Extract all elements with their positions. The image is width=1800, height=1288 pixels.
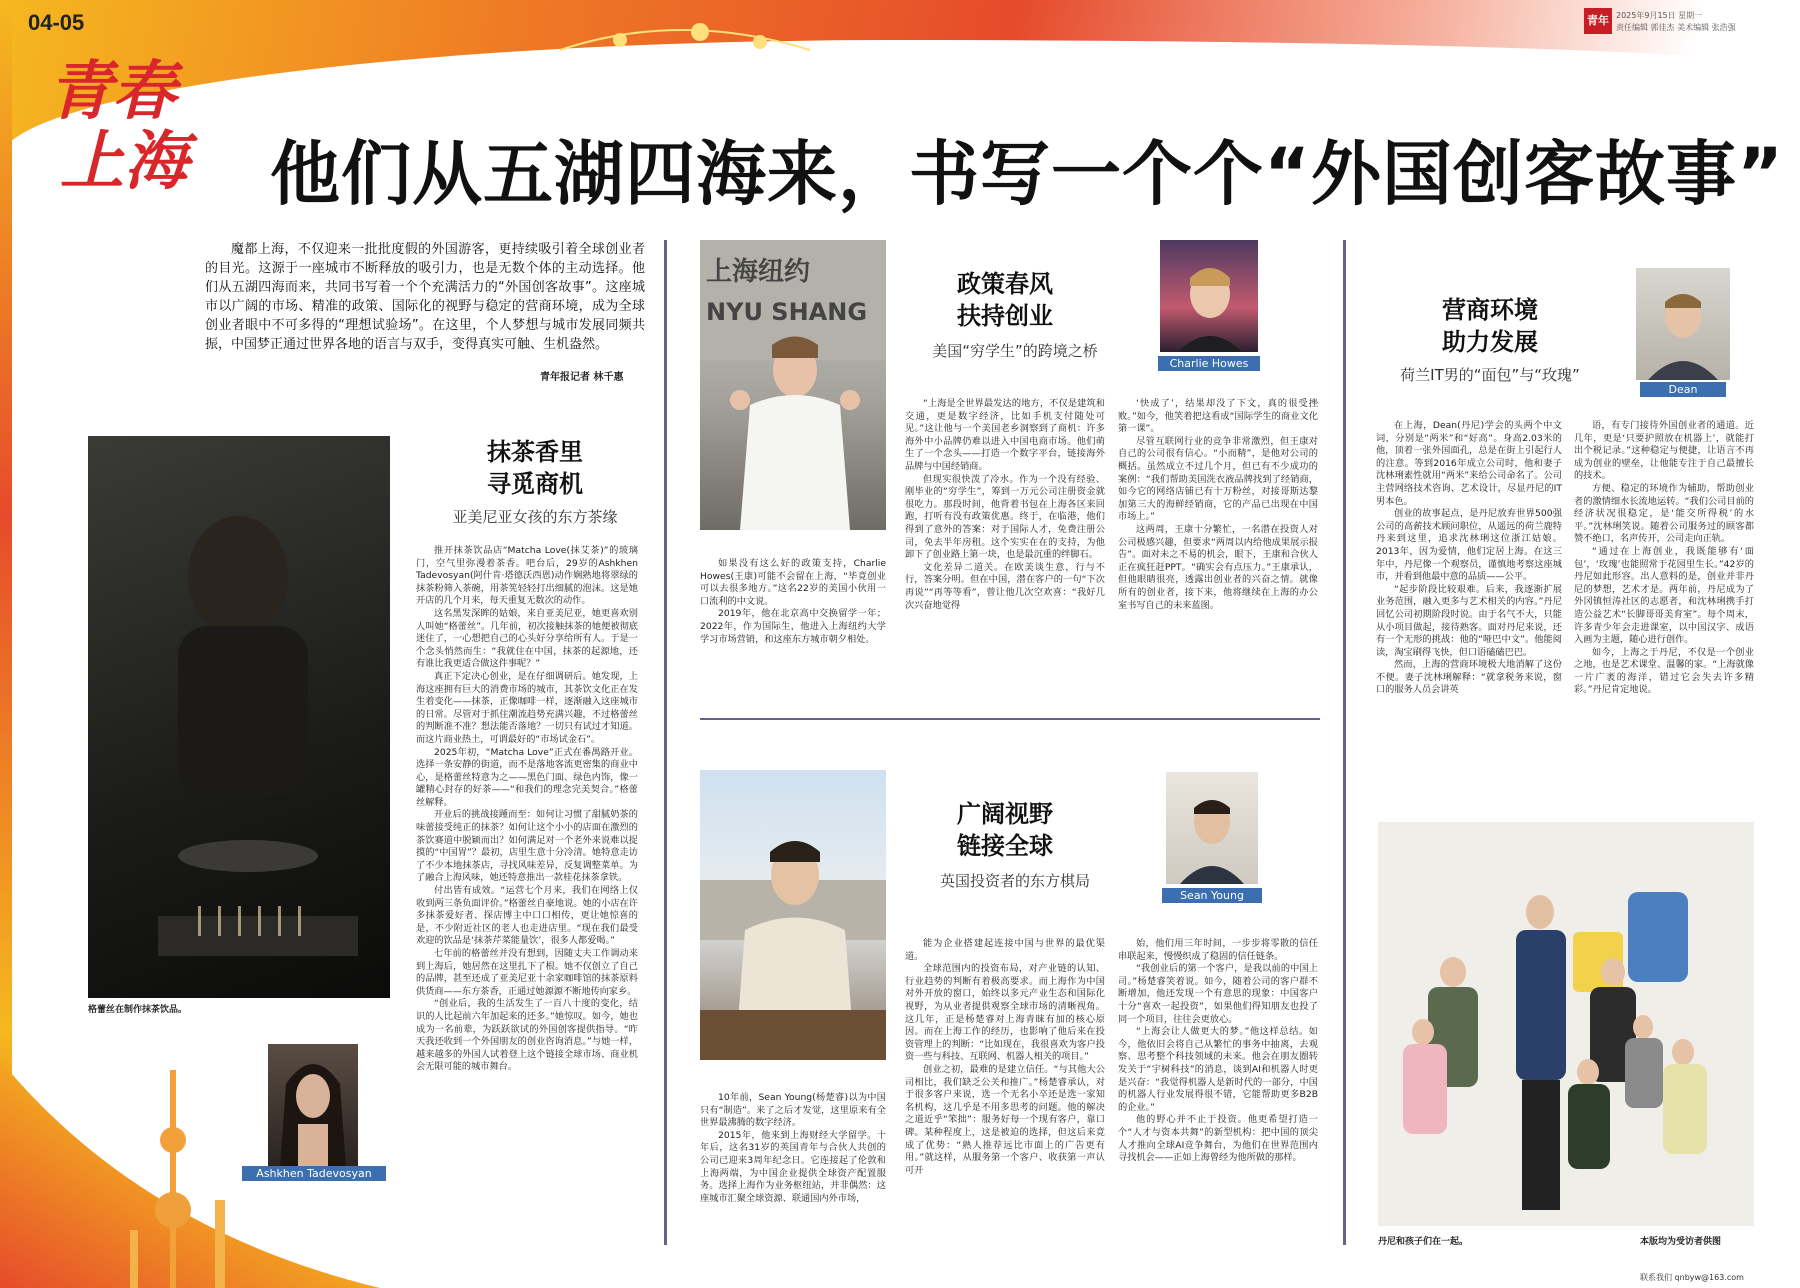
policy-title-line1: 政策春风 [957, 269, 1053, 298]
paragraph: 创业的故事起点，是丹尼放弃世界500强公司的高薪技术顾问职位，从遥远的荷兰鹿特丹来到这里，追求沈林琍这位浙江姑娘。2013年，因为爱情，他们定居上海。在这三年中，丹尼像一个观察员，谨慎地考察这座城市，并看到他最中意的品质——公平。 [1376, 508, 1562, 583]
paragraph: 如今，上海之于丹尼，不仅是一个创业之地，也是艺术课堂、温馨的家。“上海就像一片广袤的海洋，错过它会失去许多精彩。”丹尼肯定地说。 [1574, 646, 1754, 696]
business-body-col2 [1574, 420, 1754, 697]
sean-name-tag: Sean Young [1162, 888, 1262, 903]
policy-body-col1 [700, 558, 886, 646]
business-title-line2: 助力发展 [1442, 327, 1538, 356]
paragraph: 全球范围内的投资布局，对产业链的认知、行业趋势的判断有着极高要求。而上海作为中国对外开放的窗口，始终以多元产业生态和国际化视野，为从业者提供观察全球市场的清晰视角。这几年，正是杨楚睿对上海青睐有加的核心原因。而在上海工作的经历，也影响了他后来在投资管理上的判断：“比如现在，我很喜欢为客户投资一些与科技、互联网、机器人相关的项目。” [905, 963, 1105, 1063]
paragraph: 然而，上海的营商环境极大地消解了这份不便。妻子沈林琍解释：“就拿税务来说，窗口的服务人员会讲英 [1376, 659, 1562, 696]
svg-text:NYU SHANG: NYU SHANG [706, 298, 868, 326]
paragraph: 语，有专门接待外国创业者的通道。近几年，更是‘只要护照放在机器上’，就能打出个税记录。”这种稳定与便捷，让语言不再成为创业的壁垒，让他能专注于自己最擅长的技术。 [1574, 420, 1754, 482]
policy-body-col3 [1118, 398, 1318, 612]
paragraph: 2015年，他来到上海财经大学留学。十年后，这名31岁的英国青年与合伙人共创的公司已迎来3周年纪念日。它连接起了伦敦和上海两端，为中国企业提供全球资产配置服务。选择上海作为业务枢纽站，并非偶然：这座城市汇聚全球资源、联通国内外市场， [700, 1129, 886, 1204]
policy-body-col2 [905, 398, 1105, 612]
charlie-portrait-image [1160, 240, 1258, 352]
page-headline: 他们从五湖四海来，书写一个个“外国创客故事” [270, 133, 1785, 215]
paragraph: “起步阶段比较艰难。后来，我逐渐扩展业务范围，融入更多与艺术相关的内容。”丹尼回忆公司初期阶段时说。由于名气不大，只能从小项目做起，接待熟客。面对丹尼来说，还有一个无形的挑战：他的“哑巴中文”。他能阅读，淘宝刷得飞快，但口语磕磕巴巴。 [1376, 583, 1562, 658]
paragraph: 2025年初，“Matcha Love”正式在番禺路开业。选择一条安静的街道，而不是落地客流更密集的商业中心，是格蕾丝特意为之——黑色门面、绿色内饰，像一罐精心封存的好茶——“和我们的理念完美契合。”格蕾丝解释。 [416, 746, 638, 808]
paragraph: 方便、稳定的环境作为辅助，帮助创业者的激情细水长流地运转。“我们公司目前的经济状况很稳定，是‘能交所得税’的水平。”沈林琍笑说。随着公司服务过的顾客都赞不绝口，名声传开，公司走向正轨。 [1574, 482, 1754, 545]
ashkhen-portrait-image [268, 1044, 358, 1168]
paragraph: 真正下定决心创业，是在仔细调研后。她发现，上海这座拥有巨大的消费市场的城市，其茶饮文化正在发生着变化——抹茶，正像咖啡一样，逐渐融入这座城市的日常。尽管对于抓住潮流趋势充满兴趣，不过格蕾丝的判断准不准？想法能否落地？一切只有试过才知道。而这片商业热土，可谓最好的“市场试金石”。 [416, 670, 638, 745]
sean-portrait [1166, 772, 1258, 884]
business-subtitle: 荷兰IT男的“面包”与“玫瑰” [1400, 366, 1580, 384]
global-body-col1 [700, 1092, 886, 1205]
dean-with-children-image [1378, 822, 1754, 1226]
paragraph: 他的野心并不止于投资。他更希望打造一个“人才与资本共舞”的新型机构：把中国的顶尖人才推向全球AI竞争舞台，为他们在世界范围内寻找机会——正如上海曾经为他所做的那样。 [1118, 1114, 1318, 1164]
paragraph: “通过在上海创业，我既能够有‘面包’，‘玫瑰’也能照常于花园里生长。”42岁的丹尼如此形容。出人意料的是，创业并非丹尼的梦想，艺术才是。两年前，丹尼成为了外冈镇恒涛社区的志愿者，和沈林琍携手打造公益艺术“长脚哥哥美育室”。每个周末，许多青少年会走进课室，以中国汉字、成语入画为主题，随心进行创作。 [1574, 545, 1754, 646]
matcha-title-line1: 抹茶香里 [487, 437, 583, 466]
charlie-photo [700, 240, 886, 530]
paragraph: 文化差异二道关。在欧美谈生意，行与不行，答案分明。但在中国，潜在客户的一句“下次再说”“再等等看”，曾让他几次空欢喜：“我好几次兴奋地觉得 [905, 561, 1105, 611]
paragraph: 七年前的格蕾丝并没有想到，因随丈夫工作调动来到上海后，她居然在这里扎下了根。她不仅创立了自己的品牌，甚至还成了亚美尼亚十余家咖啡馆的抹茶原料供货商——东方茶香，正通过她源源不断地传向家乡。 [416, 948, 638, 997]
column-rule [664, 240, 667, 1245]
ashkhen-name-tag: Ashkhen Tadevosyan [242, 1166, 386, 1181]
global-title-line1: 广阔视野 [957, 799, 1053, 828]
paragraph: 能为企业搭建起连接中国与世界的最优渠道。 [905, 938, 1105, 962]
policy-title-line2: 扶持创业 [957, 301, 1053, 330]
contact-footer: 联系我们 qnbyw@163.com [1640, 1273, 1744, 1282]
global-title-line2: 链接全球 [957, 831, 1053, 860]
global-body-col3 [1118, 938, 1318, 1246]
lede-paragraph: 魔都上海，不仅迎来一批批度假的外国游客，更持续吸引着全球创业者的目光。这源于一座城市不断释放的吸引力，也是无数个体的主动选择。他们从五湖四海而来，共同书写着一个个充满活力的“外国创客故事”。这座城市以广阔的市场、精准的政策、国际化的视野与稳定的营商环境，成为全球创业者眼中不可多得的“理想试验场”。在这里，个人梦想与城市发展同频共振，中国梦正通过世界各地的语言与双手，变得真实可触、生机盎然。 [205, 242, 645, 352]
charlie-name-tag: Charlie Howes [1158, 356, 1260, 371]
charlie-portrait [1160, 240, 1258, 352]
paragraph: 如果没有这么好的政策支持，Charlie Howes(王康)可能不会留在上海，“毕竟创业可以去很多地方。”这名22岁的美国小伙用一口流利的中文说。 [700, 558, 886, 607]
matcha-subtitle: 亚美尼亚女孩的东方茶缘 [452, 508, 618, 526]
paragraph: 10年前，Sean Young(杨楚睿)以为中国只有“制造”。来了之后才发觉，这里原来有全世界最沸腾的数字经济。 [700, 1092, 886, 1129]
paragraph: 推开抹茶饮品店“Matcha Love(抹艾茶)”的玻璃门，空气里弥漫着茶香。吧台后，29岁的Ashkhen Tadevosyan(阿什肯·塔德沃西恩)动作娴熟地将翠绿的抹茶粉筛入茶碗，用茶筅轻轻打出细腻的泡沫。这是她开店的几个月来，每天重复无数次的动作。 [416, 545, 638, 607]
business-body-col1 [1376, 420, 1562, 697]
section-kicker-line2: 上海 [60, 124, 188, 199]
policy-subtitle: 美国“穷学生”的跨境之桥 [932, 342, 1098, 360]
global-subtitle: 英国投资者的东方棋局 [939, 872, 1090, 890]
photo-credit: 本版均为受访者供图 [1640, 1237, 1722, 1247]
paragraph: “我创业后的第一个客户，是我以前的中国上司。”杨楚睿笑着说。如今，随着公司的客户群不断增加，他还发现一个有意思的现象：中国客户十分“喜欢一起投资”，如果他们得知朋友也投了同一个项目，往往会更放心。 [1118, 963, 1318, 1025]
dean-portrait-image [1636, 268, 1730, 380]
masthead-date: 2025年9月15日 星期一 [1616, 11, 1703, 20]
masthead [1584, 8, 1794, 40]
paragraph: 创业之初，最难的是建立信任。“与其他大公司相比，我们缺乏公关和推广。”杨楚睿承认，对于很多客户来说，选一个无名小卒还是选一家知名机构，这几乎是不用多思考的问题。他的解决之道近乎“笨拙”：服务好每一个现有客户，靠口碑。某种程度上，这是被迫的选择，但这后来竟成了优势：“熟人推荐远比市面上的广告更有用。”就这样，从服务第一个客户、收获第一声认可开 [905, 1063, 1105, 1176]
family-photo-caption: 丹尼和孩子们在一起。 [1378, 1237, 1469, 1247]
section-divider [700, 718, 1320, 720]
byline: 青年报记者 林千惠 [540, 372, 624, 383]
matcha-body [416, 545, 638, 1285]
campus-sign: 上海纽约 [706, 257, 811, 287]
sean-portrait-image [1166, 772, 1258, 884]
paragraph: 开业后的挑战接踵而至：如何让习惯了甜腻奶茶的味蕾接受纯正的抹茶？如何让这个小小的店面在激烈的茶饮赛道中脱颖而出？如何满足对一个老外来说难以捉摸的“中国胃”？最初，店里生意十分冷清。她特意走访了不少本地抹茶店，寻找风味差异，反复调整菜单。为了融合上海风味，她还特意推出一款桂花抹茶拿铁。 [416, 809, 638, 884]
dean-name-tag: Dean [1640, 382, 1726, 397]
paragraph: 在上海，Dean(丹尼)学会的头两个中文词，分别是“两米”和“好高”。身高2.03米的他，顶着一张外国面孔，总是在街上引起行人的注意。等到2016年成立公司时，他和妻子沈林琍素性就用“两米”来给公司命名了。公司主营网络技术咨询、艺术设计，尽显丹尼的IT男本色。 [1376, 420, 1562, 507]
business-title-line1: 营商环境 [1442, 295, 1538, 324]
matcha-photo-caption: 格蕾丝在制作抹茶饮品。 [88, 1005, 188, 1015]
newspaper-logo: 青年 [1584, 8, 1612, 34]
paragraph: “上海会让人做更大的梦。”他这样总结。如今，他依旧会将自己从繁忙的事务中抽离，去观察、思考整个科技领域的未来。他会在朋友圈转发关于“宇树科技”的消息，谈到AI和机器人时更是兴奋：“我觉得机器人是新时代的一部分，中国的机器人行业发展得很不错，它能帮助更多B2B的企业。” [1118, 1026, 1318, 1113]
page-number: 04-05 [28, 10, 85, 35]
paragraph: ‘快成了’，结果却没了下文，真的很受挫败。”如今，他笑着把这看成“国际学生的商业文化第一课”。 [1118, 398, 1318, 435]
global-body-col2 [905, 938, 1105, 1246]
matcha-title-line2: 寻觅商机 [487, 469, 583, 498]
paragraph: “上海是全世界最发达的地方，不仅是建筑和交通，更是数字经济，比如手机支付随处可见。”这让他与一个美国老乡洞察到了商机：许多海外中小品牌仍难以进入中国电商市场。他们萌生了一个念头——打造一个数字平台，链接海外品牌与中国经销商。 [905, 398, 1105, 472]
paragraph: 但现实很快泼了冷水。作为一个没有经验、刚毕业的“穷学生”，筹到一万元公司注册资金就很吃力。那段时间，他背着书包在上海各区来回跑，打听有没有政策优惠。终于，在临港，他们得到了意外的答案：对于国际人才，免费注册公司，免去半年房租。这个实实在在的支持，为他卸下了创业路上第一块，也是最沉重的绊脚石。 [905, 473, 1105, 561]
dean-portrait [1636, 268, 1730, 380]
paragraph: 这名黑发深眸的姑娘，来自亚美尼亚，她更喜欢别人叫她“格蕾丝”。几年前，初次接触抹茶的她便被彻底迷住了，一心想把自己的心头好分享给所有人。于是一个念头悄然而生：“我就住在中国，抹茶的起源地，还有谁比我更适合做这件事呢？” [416, 607, 638, 670]
paragraph: 始，他们用三年时间，一步步将零散的信任串联起来，慢慢织成了稳固的信任链条。 [1118, 938, 1318, 962]
charlie-campus-image [700, 240, 886, 530]
paragraph: 付出皆有成效。“运营七个月来，我们在网络上仅收到两三条负面评价。”格蕾丝自豪地说。她的小店在许多抹茶爱好者、探店博主中口口相传，更让她惊喜的是，不少附近社区的老人也走进店里。“现在我们最受欢迎的饮品是‘抹茶芹菜能量饮’，很多人都爱喝。” [416, 885, 638, 947]
paragraph: 尽管互联网行业的竞争非常激烈，但王康对自己的公司很有信心。“小而精”，是他对公司的概括。虽然成立不过几个月，但已有不少成功的案例：“我们帮助美国洗衣液品牌找到了经销商，如今它的网络店铺已有十万粉丝，对接哥斯达黎加第三大的海鲜经销商，它的产品已出现在中国市场上。” [1118, 435, 1318, 523]
paragraph: 2019年，他在北京高中交换留学一年；2022年，作为国际生，他进入上海纽约大学学习市场营销，和这座东方城市朝夕相处。 [700, 608, 886, 645]
masthead-editors: 责任编辑 郭佳杰 美术编辑 张浩强 [1616, 23, 1736, 32]
paragraph: “创业后，我的生活发生了一百八十度的变化，结识的人比起前六年加起来的还多。”她惊叹。如今，她也成为一名前辈，为跃跃欲试的外国创客提供指导。“昨天我还收到一个外国朋友的创业咨询消息。”与她一样，越来越多的外国人试着登上这个链接全球市场、商业机会无限可能的城市舞台。 [416, 998, 638, 1073]
column-rule [1343, 240, 1346, 1245]
sean-photo [700, 770, 886, 1060]
ashkhen-portrait [268, 1044, 358, 1168]
matcha-photo [88, 436, 390, 998]
matcha-making-image [88, 436, 390, 998]
section-kicker-line1: 青春 [48, 54, 176, 129]
paragraph: 这两周，王康十分繁忙，一名潜在投资人对公司极感兴趣，但要求“两周以内给他成果展示报告”。面对未之不易的机会，眼下，王康和合伙人正在疯狂赶PPT。“确实会有点压力。”王康承认，但他眼睛很亮，透露出创业者的兴奋之情。就像所有的创业者，接下来，他将继续在上海的办公室书写自己的未来蓝图。 [1118, 523, 1318, 611]
sparkle-decoration [560, 20, 820, 70]
dean-family-photo [1378, 822, 1754, 1226]
sean-cityscape-image [700, 770, 886, 1060]
